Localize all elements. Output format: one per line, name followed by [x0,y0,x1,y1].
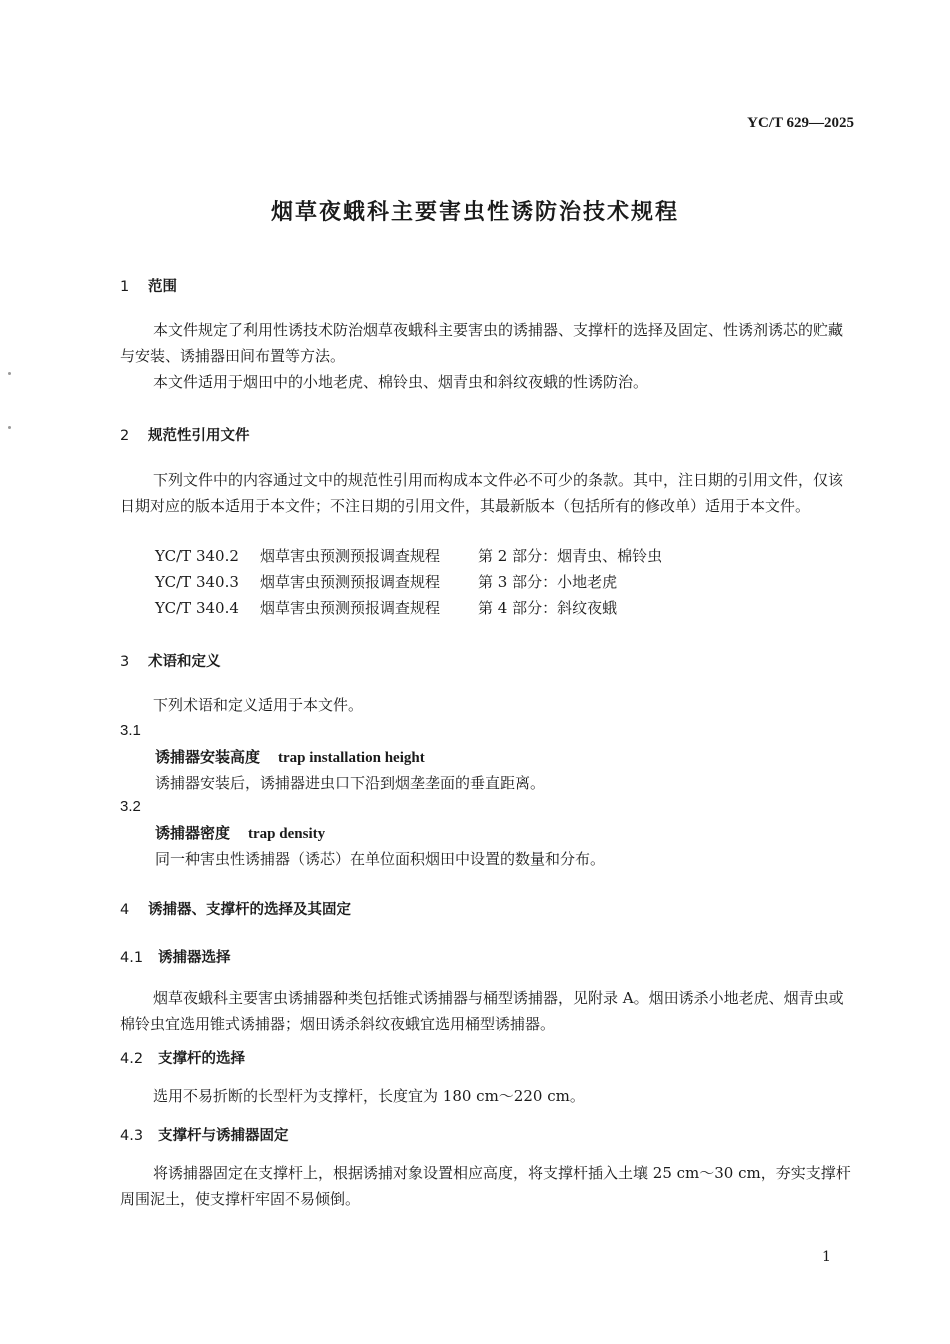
subsection-number: 4.1 [120,950,144,966]
term-zh: 诱捕器密度 [155,824,231,842]
reference-code: YC/T 340.3 [155,573,239,591]
paragraph: 烟草夜蛾科主要害虫诱捕器种类包括锥式诱捕器与桶型诱捕器，见附录 A。烟田诱杀小地老虎、烟青虫或棉铃虫宜选用锥式诱捕器；烟田诱杀斜纹夜蛾宜选用桶型诱捕器。 [120,989,844,1033]
subsection-title: 支撑杆的选择 [158,1051,245,1067]
section-title: 规范性引用文件 [148,428,250,444]
section-heading-4 [120,898,351,919]
term-entry [155,746,425,767]
scan-mark [8,372,11,375]
subsection-title: 诱捕器选择 [158,950,231,966]
term-zh: 诱捕器安装高度 [155,748,261,766]
scan-mark [8,426,11,429]
term-definition: 诱捕器安装后，诱捕器进虫口下沿到烟垄垄面的垂直距离。 [155,774,546,792]
paragraph: 本文件规定了利用性诱技术防治烟草夜蛾科主要害虫的诱捕器、支撑杆的选择及固定、性诱剂诱芯的贮藏与安装、诱捕器田间布置等方法。 [120,321,844,365]
reference-item [155,597,617,618]
page-number: 1 [822,1249,831,1265]
section-title: 范围 [148,279,177,295]
paragraph: 将诱捕器固定在支撑杆上，根据诱捕对象设置相应高度，将支撑杆插入土壤 25 cm～30 cm，夯实支撑杆周围泥土，使支撑杆牢固不易倾倒。 [120,1164,851,1208]
paragraph: 本文件适用于烟田中的小地老虎、棉铃虫、烟青虫和斜纹夜蛾的性诱防治。 [153,373,649,391]
reference-item [155,571,617,592]
subsection-number: 4.2 [120,1051,144,1067]
document-title: 烟草夜蛾科主要害虫性诱防治技术规程 [270,200,679,225]
subsection-title: 支撑杆与诱捕器固定 [158,1128,289,1144]
paragraph: 下列文件中的内容通过文中的规范性引用而构成本文件必不可少的条款。其中，注日期的引用文件，仅该日期对应的版本适用于本文件；不注日期的引用文件，其最新版本（包括所有的修改单）适用于本文件。 [120,471,844,515]
paragraph: 选用不易折断的长型杆为支撑杆，长度宜为 180 cm～220 cm。 [153,1087,585,1105]
section-heading-1 [120,275,177,296]
section-number: 3 [120,654,130,670]
reference-code: YC/T 340.2 [155,547,239,565]
reference-part: 第 2 部分：烟青虫、棉铃虫 [478,547,663,565]
reference-part: 第 3 部分：小地老虎 [478,573,618,591]
reference-code: YC/T 340.4 [155,599,239,617]
term-en: trap installation height [278,750,425,766]
reference-title: 烟草害虫预测预报调查规程 [260,599,441,617]
reference-title: 烟草害虫预测预报调查规程 [260,547,441,565]
section-heading-2 [120,424,250,445]
section-title: 术语和定义 [148,654,221,670]
subsection-heading-4-1 [120,946,231,967]
term-number: 3.1 [120,722,141,739]
reference-item [155,545,662,566]
term-entry [155,822,325,843]
standard-code: YC/T 629—2025 [747,115,854,131]
section-heading-3 [120,650,221,671]
subsection-number: 4.3 [120,1128,144,1144]
section-title: 诱捕器、支撑杆的选择及其固定 [148,902,351,918]
section-number: 2 [120,428,130,444]
section-number: 1 [120,279,130,295]
subsection-heading-4-2 [120,1047,245,1068]
term-definition: 同一种害虫性诱捕器（诱芯）在单位面积烟田中设置的数量和分布。 [155,850,606,868]
subsection-heading-4-3 [120,1124,289,1145]
reference-part: 第 4 部分：斜纹夜蛾 [478,599,618,617]
reference-title: 烟草害虫预测预报调查规程 [260,573,441,591]
section-number: 4 [120,902,130,918]
term-number: 3.2 [120,798,141,815]
term-en: trap density [248,826,326,842]
paragraph: 下列术语和定义适用于本文件。 [153,696,364,714]
